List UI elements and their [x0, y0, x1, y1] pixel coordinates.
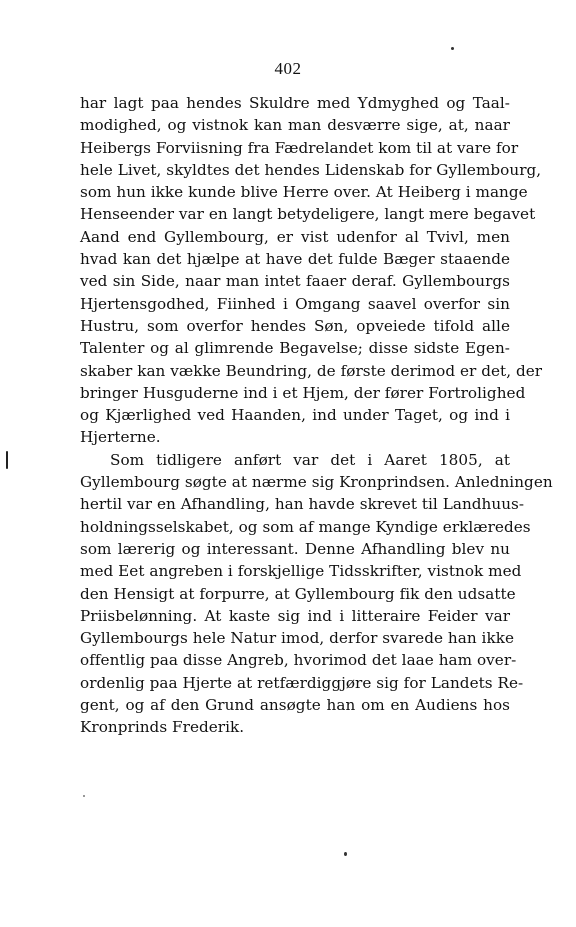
text-line: bringer Husguderne ind i et Hjem, der fører Fortrolighed — [80, 383, 526, 402]
text-line: Priisbelønning. At kaste sig ind i litteraire Feider var — [80, 606, 510, 625]
text-line: holdningsselskabet, og som af mange Kyndige erklæredes — [80, 517, 531, 536]
text-line: ved sin Side, naar man intet faaer deraf. Gyllembourgs — [80, 272, 510, 291]
paragraph — [80, 449, 553, 739]
text-line: Hjerterne. — [80, 428, 161, 447]
text-line: har lagt paa hendes Skuldre med Ydmyghed og Taal- — [80, 94, 510, 112]
text-line: hvad kan det hjælpe at have det fulde Bæger staaende — [80, 250, 510, 269]
text-line: Henseender var en langt betydeligere, langt mere begavet — [80, 205, 536, 224]
margin-mark — [6, 451, 8, 469]
text-line: Gyllembourgs hele Natur imod, derfor svarede han ikke — [80, 629, 514, 648]
text-line: skaber kan vække Beundring, de første derimod er det, der — [80, 361, 543, 380]
text-line: Aand end Gyllembourg, er vist udenfor al Tvivl, men — [80, 227, 510, 246]
text-line: Hjertensgodhed, Fiinhed i Omgang saavel overfor sin — [80, 294, 510, 313]
text-line: Hustru, som overfor hendes Søn, opveiede tifold alle — [80, 316, 510, 335]
scan-speck — [83, 795, 85, 797]
text-line: modighed, og vistnok kan man desværre sige, at, naar — [80, 116, 510, 135]
page-number: 402 — [274, 59, 302, 78]
text-line: hele Livet, skyldtes det hendes Lidenskab for Gyllembourg, — [80, 160, 542, 179]
text-line: som hun ikke kunde blive Herre over. At Heiberg i mange — [80, 183, 528, 202]
text-line: Kronprinds Frederik. — [80, 718, 245, 737]
text-line: gent, og af den Grund ansøgte han om en Audiens hos — [80, 696, 510, 715]
scan-speck — [344, 852, 347, 856]
text-line: og Kjærlighed ved Haanden, ind under Taget, og ind i — [80, 406, 510, 425]
text-line: Heibergs Forviisning fra Fædrelandet kom til at vare for — [80, 138, 519, 157]
text-line: Som tidligere anført var det i Aaret 1805, at — [110, 450, 510, 469]
text-line: offentlig paa disse Angreb, hvorimod det laae ham over- — [80, 651, 517, 670]
scan-speck — [451, 47, 454, 50]
text-line: med Eet angreben i forskjellige Tidsskrifter, vistnok med — [80, 562, 522, 581]
body-text — [80, 92, 553, 739]
text-line: Gyllembourg søgte at nærme sig Kronprindsen. Anledningen — [80, 473, 553, 492]
paragraph — [80, 92, 543, 449]
text-line: Talenter og al glimrende Begavelse; disse sidste Egen- — [80, 339, 510, 358]
text-line: ordenlig paa Hjerte at retfærdiggjøre sig for Landets Re- — [80, 673, 524, 692]
text-line: hertil var en Afhandling, han havde skrevet til Landhuus- — [80, 495, 525, 514]
text-line: den Hensigt at forpurre, at Gyllembourg fik den udsatte — [80, 584, 516, 603]
text-line: som lærerig og interessant. Denne Afhandling blev nu — [80, 539, 510, 558]
